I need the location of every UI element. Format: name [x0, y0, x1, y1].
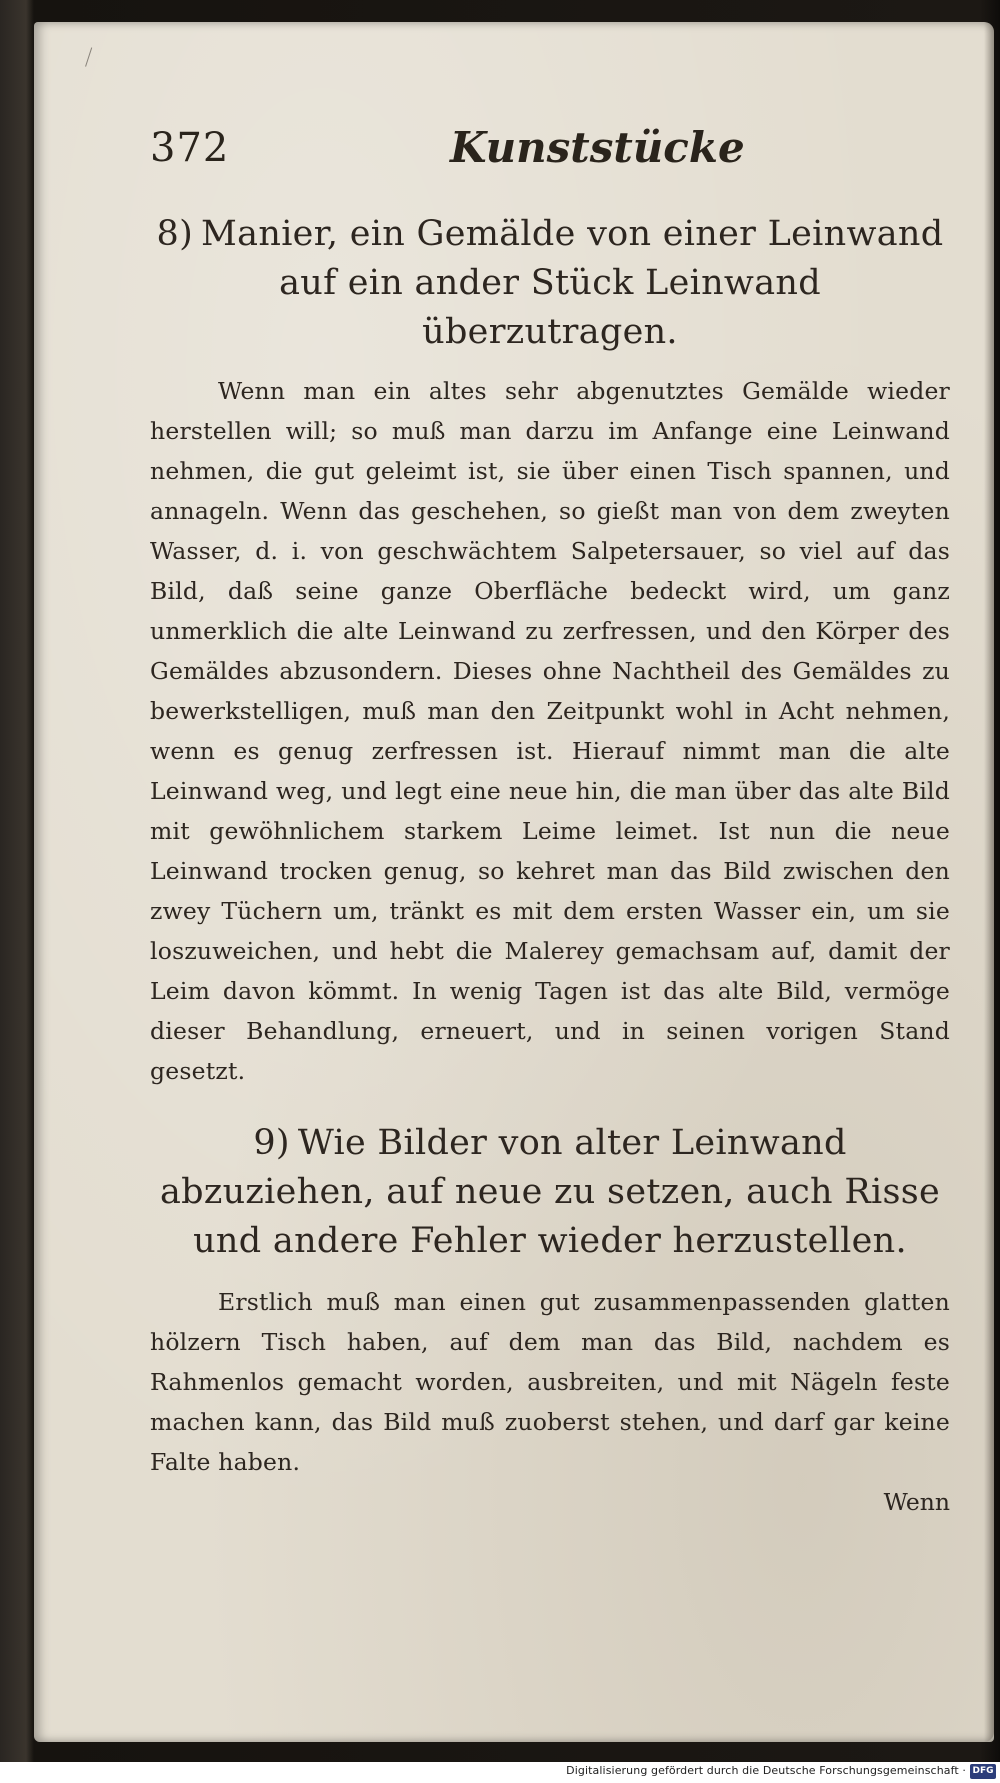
section-8-number: 8)	[156, 214, 194, 254]
section-8-title: Manier, ein Gemälde von einer Leinwand auf ein ander Stück Leinwand überzutragen.	[201, 214, 944, 352]
catchword: Wenn	[883, 1488, 950, 1516]
page-content	[150, 200, 950, 1522]
page-number: 372	[150, 125, 230, 171]
section-9-title: Wie Bilder von alter Leinwand abzuziehen, auf neue zu setzen, auch Risse und andere Fehler wieder herzustellen.	[159, 1123, 941, 1261]
running-head	[150, 125, 950, 185]
section-9-text: Erstlich muß man einen gut zusammenpassenden glatten hölzern Tisch haben, auf dem man das Bild, nachdem es Rahmenlos gemacht worden, ausbreiten, und mit Nägeln feste machen kann, das Bild muß zuoberst stehen, und darf gar keine Falte haben.	[150, 1288, 950, 1476]
running-title: Kunststücke	[450, 123, 745, 172]
section-8-text: Wenn man ein altes sehr abgenutztes Gemälde wieder herstellen will; so muß man darzu im Anfange eine Leinwand nehmen, die gut geleimt ist, sie über einen Tisch spannen, und annageln. Wenn das geschehen, so gießt man von dem zweyten Wasser, d. i. von geschwächtem Salpetersauer, so viel auf das Bild, daß seine ganze Oberfläche bedeckt wird, um ganz unmerklich die alte Leinwand zu zerfressen, und den Körper des Gemäldes abzusondern. Dieses ohne Nachtheil des Gemäldes zu bewerkstelligen, muß man den Zeitpunkt wohl in Acht nehmen, wenn es genug zerfressen ist. Hierauf nimmt man die alte Leinwand weg, und legt eine neue hin, die man über das alte Bild mit gewöhnlichem starkem Leime leimet. Ist nun die neue Leinwand trocken genug, so kehret man das Bild zwischen den zwey Tüchern um, tränkt es mit dem ersten Wasser ein, um sie loszuweichen, und hebt die Malerey gemachsam auf, damit der Leim davon kömmt. In wenig Tagen ist das alte Bild, vermöge dieser Behandlung, erneuert, und in seinen vorigen Stand gesetzt.	[150, 377, 950, 1085]
footer-credit: Digitalisierung gefördert durch die Deutsche Forschungsgemeinschaft ·	[566, 1764, 966, 1777]
section-8-heading	[150, 210, 950, 357]
dfg-logo-icon: DFG	[970, 1764, 996, 1779]
section-9-heading	[150, 1119, 950, 1266]
section-9-number: 9)	[253, 1123, 290, 1163]
digitization-footer	[0, 1762, 1000, 1783]
page-edge-shadow	[984, 22, 994, 1742]
section-8-body	[150, 371, 950, 1091]
section-9-body	[150, 1282, 950, 1482]
